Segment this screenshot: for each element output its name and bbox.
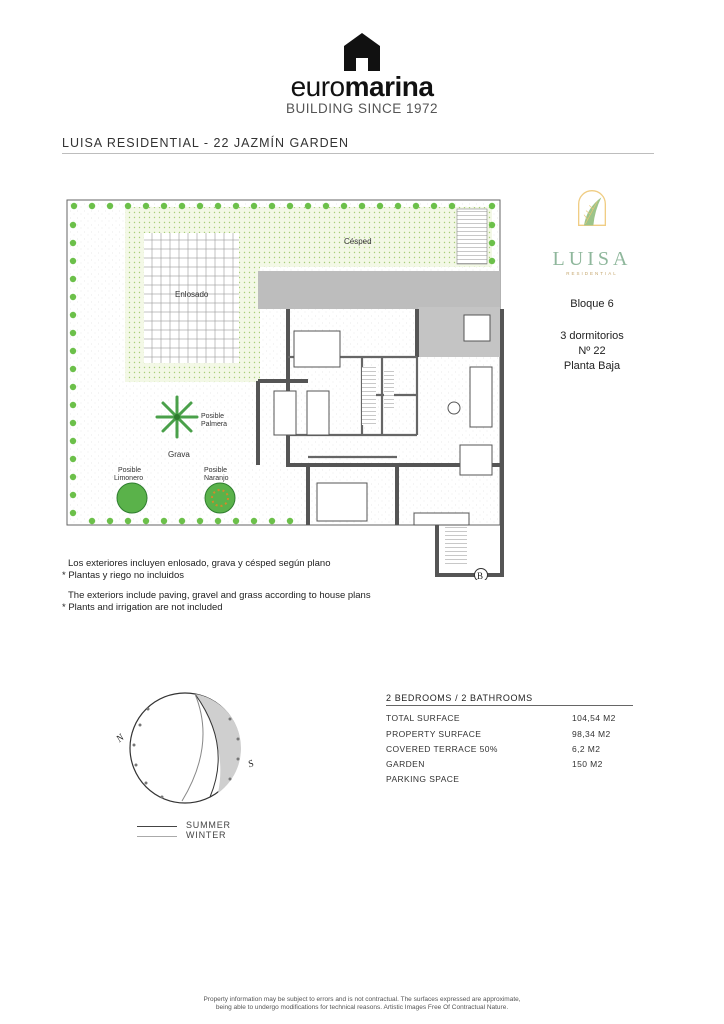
- north-label: N: [114, 732, 127, 745]
- terrace-table: [464, 315, 490, 341]
- spec-row-terrace: [386, 744, 633, 758]
- label-enlosado: Enlosado: [175, 290, 209, 299]
- page-title: LUISA RESIDENTIAL - 22 JAZMÍN GARDEN: [62, 136, 349, 150]
- bed-twin-1: [274, 391, 296, 435]
- bed-third: [317, 483, 367, 521]
- dining-table: [460, 445, 492, 475]
- spec-label: TOTAL SURFACE: [386, 713, 461, 723]
- legend-summer: SUMMER: [186, 820, 231, 830]
- orange-tree: [205, 483, 235, 513]
- palm-tree: [157, 397, 197, 437]
- legend-summer-line: [137, 826, 177, 827]
- note-es-2: * Plantas y riego no incluidos: [62, 570, 184, 581]
- brand-name-bold: marina: [344, 71, 434, 102]
- coffee-table: [448, 402, 460, 414]
- spec-label: COVERED TERRACE 50%: [386, 744, 498, 754]
- title-divider: [62, 153, 654, 154]
- luisa-logo: [550, 188, 634, 248]
- bed-master: [294, 331, 340, 367]
- wardrobe-hatch: [362, 367, 376, 425]
- note-en-1: The exteriors include paving, gravel and grass according to house plans: [68, 590, 371, 601]
- covered-terrace: [258, 271, 500, 309]
- floor-level: Planta Baja: [563, 360, 621, 372]
- kitchen-counter: [414, 513, 469, 525]
- disclaimer-line-2: being able to undergo modifications for technical reasons. Artistic Images Free Of Contractual Nature.: [215, 1004, 509, 1011]
- garden-steps: [457, 209, 487, 264]
- entry-hatch: [445, 525, 467, 567]
- spec-row-parking: [386, 774, 633, 788]
- lemon-tree: [117, 483, 147, 513]
- label-limonero-1: Posible: [118, 467, 141, 474]
- entry-marker-label: B: [477, 571, 484, 580]
- spec-value: 104,54 M2: [572, 713, 616, 723]
- unit-number: Nº 22: [578, 345, 606, 357]
- spec-label: GARDEN: [386, 759, 425, 769]
- note-en-2: * Plants and irrigation are not included: [62, 602, 223, 613]
- sun-shadow-area: [195, 694, 241, 793]
- luisa-subtitle: RESIDENTIAL: [566, 271, 618, 276]
- sun-path-diagram: [110, 685, 260, 815]
- label-grava: Grava: [168, 450, 190, 459]
- label-cesped: Césped: [344, 237, 372, 246]
- sofa: [470, 367, 492, 427]
- spec-value: 6,2 M2: [572, 744, 601, 754]
- legend-winter: WINTER: [186, 830, 227, 840]
- south-label: S: [246, 758, 256, 771]
- luisa-name: LUISA: [552, 248, 632, 270]
- euromarina-logo: [262, 32, 462, 116]
- winter-path: [182, 694, 203, 801]
- disclaimer-line-1: Property information may be subject to errors and is not contractual. The surfaces expressed are approximate,: [203, 996, 521, 1003]
- label-palmera-2: Palmera: [201, 421, 228, 428]
- spec-row-garden: [386, 759, 633, 773]
- brand-tagline: BUILDING SINCE 1972: [285, 101, 439, 116]
- block-number: Bloque 6: [570, 298, 614, 310]
- note-es-1: Los exteriores incluyen enlosado, grava y césped según plano: [68, 558, 331, 569]
- wardrobe-hatch-2: [384, 369, 394, 411]
- bed-twin-2: [307, 391, 329, 435]
- brand-wordmark: [262, 72, 462, 102]
- spec-label: PARKING SPACE: [386, 774, 460, 784]
- bedroom-count: 3 dormitorios: [560, 330, 624, 342]
- label-naranjo-2: Naranjo: [204, 475, 229, 482]
- label-limonero-2: Limonero: [114, 475, 144, 482]
- house-icon: [343, 32, 381, 72]
- legend-winter-line: [137, 836, 177, 837]
- spec-row-total: [386, 713, 633, 727]
- spec-value: 150 M2: [572, 759, 603, 769]
- label-palmera-1: Posible: [201, 413, 224, 420]
- spec-heading: 2 BEDROOMS / 2 BATHROOMS: [386, 693, 533, 703]
- spec-label: PROPERTY SURFACE: [386, 729, 482, 739]
- floor-plan: [62, 195, 510, 580]
- brand-name-light: euro: [290, 71, 345, 102]
- spec-value: 98,34 M2: [572, 729, 611, 739]
- spec-row-property: [386, 729, 633, 743]
- label-naranjo-1: Posible: [204, 467, 227, 474]
- spec-divider: [386, 705, 633, 706]
